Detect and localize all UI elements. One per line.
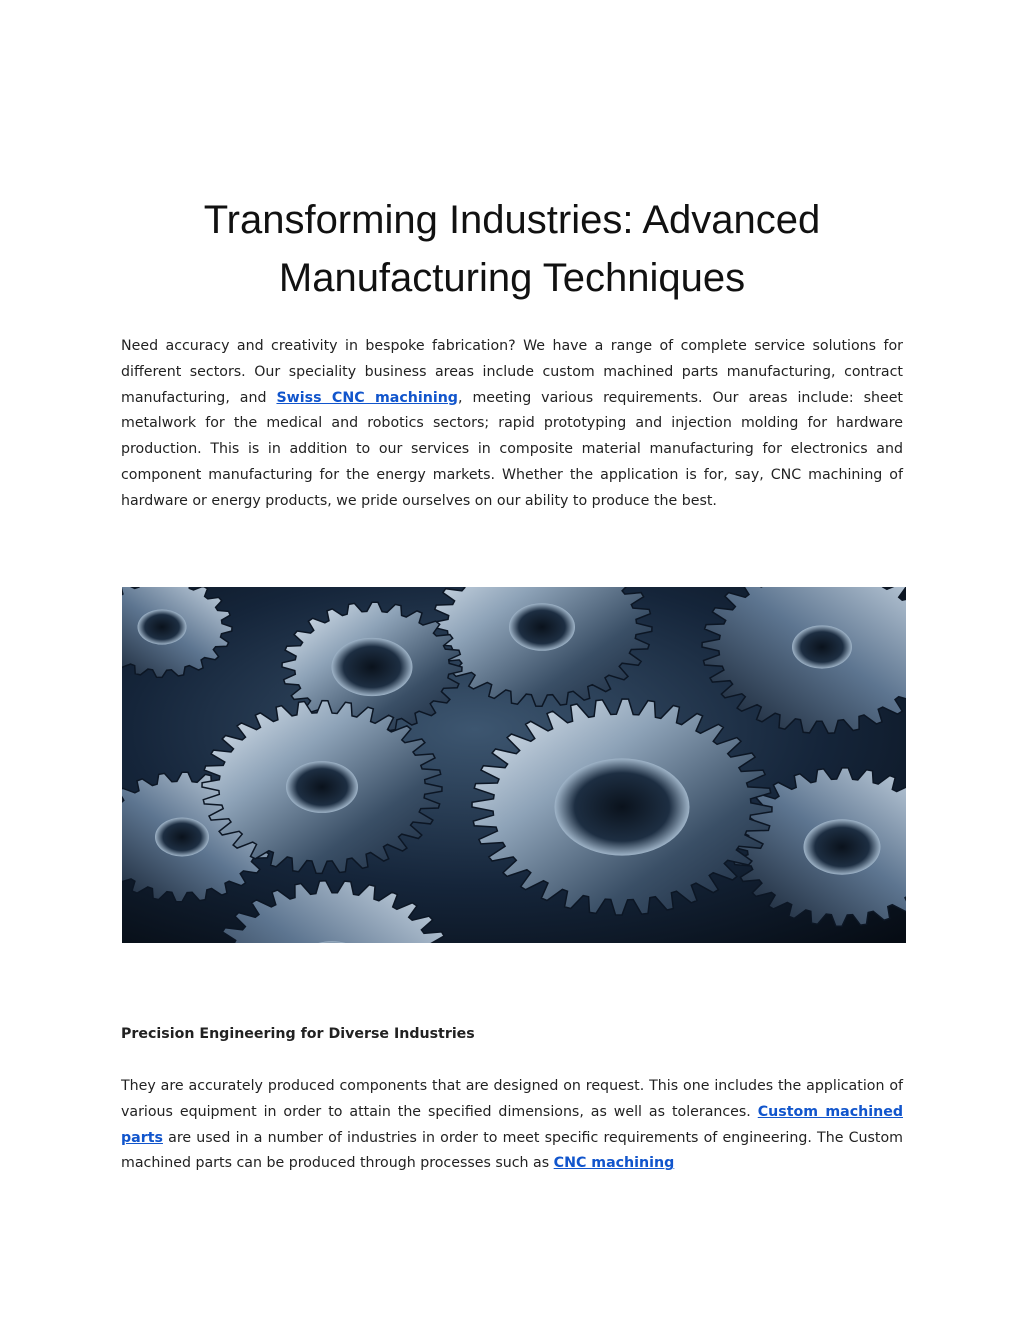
custom-machined-parts-link[interactable]: Custom machined parts [121, 1103, 903, 1146]
swiss-cnc-machining-link[interactable]: Swiss CNC machining [276, 389, 458, 406]
section-heading: Precision Engineering for Diverse Industries [121, 1026, 475, 1042]
intro-paragraph [121, 334, 903, 515]
gears-photo [122, 587, 906, 943]
section-text-2: are used in a number of industries in order to meet specific requirements of engineering. The Custom machined parts can be produced through processes such as [121, 1129, 903, 1172]
intro-text-2: , meeting various requirements. Our areas include: sheet metalwork for the medical and robotics sectors; rapid prototyping and injection molding for hardware production. This is in addition to our services in composite material manufacturing for electronics and component manufacturing for the energy markets. Whether the application is for, say, CNC machining of hardware or energy products, we pride ourselves on our ability to produce the best. [121, 389, 903, 509]
intro-text-1: Need accuracy and creativity in bespoke fabrication? We have a range of complete service solutions for different sectors. Our speciality business areas include custom machined parts manufacturing, contract manufacturing, and [121, 338, 903, 406]
section-text-1: They are accurately produced components that are designed on request. This one includes the application of various equipment in order to attain the specified dimensions, as well as tolerances. [121, 1078, 903, 1120]
cnc-machining-link[interactable]: CNC machining [553, 1155, 675, 1172]
section-paragraph [121, 1074, 903, 1177]
page-title: Transforming Industries: Advanced Manufacturing Techniques [203, 197, 821, 300]
